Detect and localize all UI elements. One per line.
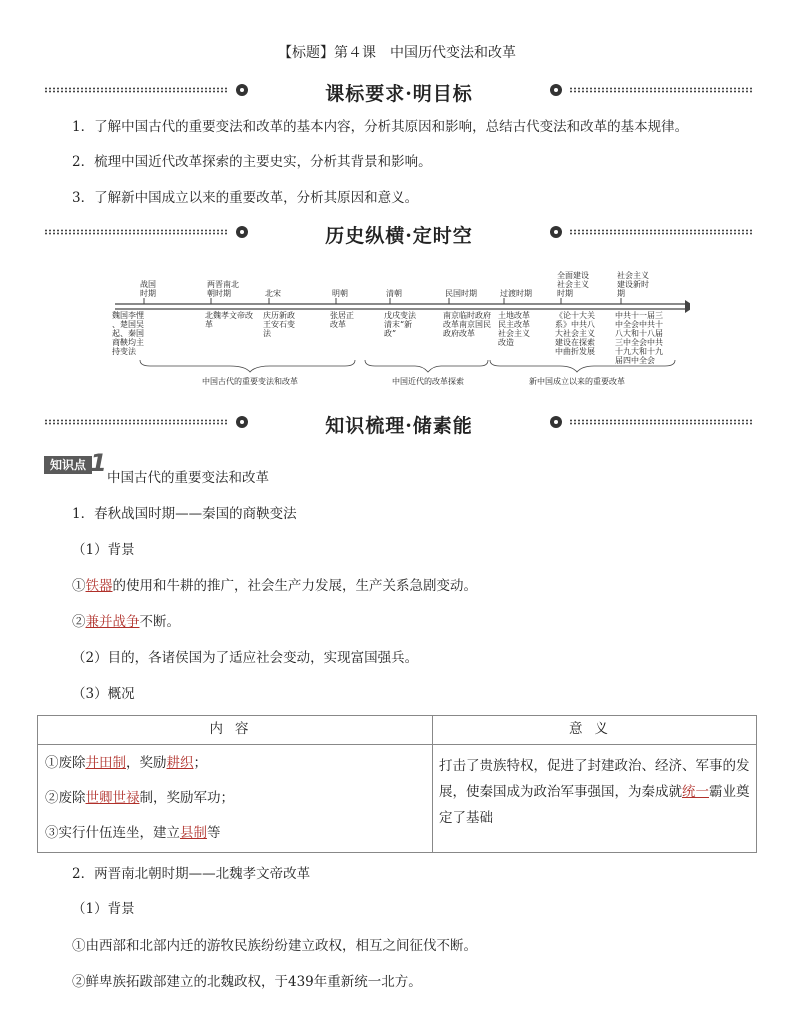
- timeline-event: 《论十大关系》中共八大社会主义建设在探索中曲折发展: [555, 311, 595, 356]
- keyword: 兼并战争: [85, 614, 140, 630]
- background-point: ②兼并战争不断。: [72, 614, 180, 630]
- timeline-period: 过渡时期: [500, 289, 532, 298]
- timeline-period: 明朝: [332, 289, 348, 298]
- bullet-icon: [550, 416, 562, 428]
- timeline-period: 民国时期: [445, 289, 477, 298]
- timeline-event: 魏国李悝、楚国吴起、秦国商鞅均主持变法: [112, 311, 144, 356]
- dotted-rule: [569, 87, 754, 93]
- document-title: 【标题】第４课 中国历代变法和改革: [278, 45, 516, 61]
- background-point: ②鲜卑族拓跋部建立的北魏政权，于439年重新统一北方。: [72, 974, 422, 990]
- timeline-event: 北魏孝文帝改革: [205, 311, 253, 329]
- dotted-rule: [569, 229, 754, 235]
- section-title: 历史纵横·定时空: [325, 225, 473, 247]
- section-header-knowledge: [44, 411, 754, 437]
- item-heading: 1．春秋战国时期——秦国的商鞅变法: [72, 506, 297, 522]
- keyword: 铁器: [85, 578, 113, 594]
- subheading: （1）背景: [72, 901, 135, 917]
- content-row: ③实行什伍连坐，建立县制等: [45, 825, 221, 841]
- knowledge-title: 中国古代的重要变法和改革: [107, 470, 269, 486]
- subheading: （3）概况: [72, 686, 135, 702]
- timeline-event: 中共十一届三中全会中共十八大和十八届三中全会中共十九大和十九届四中全会: [615, 311, 663, 365]
- timeline-event: 张居正改革: [330, 311, 354, 329]
- bracket-label: 中国近代的改革探索: [392, 377, 464, 386]
- badge-label: 知识点: [44, 456, 92, 474]
- section-header-objectives: [44, 79, 754, 105]
- bullet-icon: [550, 226, 562, 238]
- bullet-icon: [550, 84, 562, 96]
- timeline-event: 庆历新政王安石变法: [263, 311, 295, 338]
- timeline-period: 清朝: [386, 289, 402, 298]
- background-point: ①铁器的使用和牛耕的推广，社会生产力发展，生产关系急剧变动。: [72, 578, 477, 594]
- goal-text: （2）目的，各诸侯国为了适应社会变动，实现富国强兵。: [72, 650, 419, 666]
- objective-item: 2．梳理中国近代改革探索的主要史实，分析其背景和影响。: [72, 154, 432, 170]
- timeline-period: 全面建设社会主义时期: [557, 271, 589, 298]
- background-point: ①由西部和北部内迁的游牧民族纷纷建立政权，相互之间征伐不断。: [72, 938, 477, 954]
- timeline-period: 战国时期: [140, 280, 156, 298]
- timeline-event: 南京临时政府改革南京国民政府改革: [443, 311, 491, 338]
- section-title: 课标要求·明目标: [325, 83, 473, 105]
- content-row: ②废除世卿世禄制，奖励军功；: [45, 790, 234, 806]
- section-header-timeline: [44, 221, 754, 247]
- dotted-rule: [569, 419, 754, 425]
- timeline-event: 土地改革民主改革社会主义改造: [498, 311, 530, 347]
- history-timeline: [110, 262, 690, 392]
- objective-item: 3．了解新中国成立以来的重要改革，分析其原因和意义。: [72, 190, 419, 206]
- timeline-period: 两晋南北朝时期: [207, 280, 239, 298]
- knowledge-point-badge: [44, 449, 107, 477]
- bracket-label: 中国古代的重要变法和改革: [202, 377, 298, 386]
- timeline-period: 社会主义建设新时期: [617, 271, 649, 298]
- table-header: 内容: [38, 716, 433, 745]
- content-row: ①废除井田制，奖励耕织；: [45, 755, 207, 771]
- timeline-event: 戊戌变法清末“新政”: [384, 311, 416, 338]
- objective-item: 1．了解中国古代的重要变法和改革的基本内容，分析其原因和影响，总结古代变法和改革的基本规律。: [72, 119, 689, 135]
- badge-number: 1: [90, 449, 107, 477]
- item-heading: 2．两晋南北朝时期——北魏孝文帝改革: [72, 866, 311, 882]
- reform-table: [37, 715, 757, 853]
- table-header: 意义: [433, 716, 757, 745]
- bracket: [365, 360, 488, 372]
- table-cell-content: [38, 745, 433, 853]
- timeline-period: 北宋: [265, 289, 281, 298]
- arrow-icon: [685, 300, 690, 313]
- table-cell-meaning: 打击了贵族特权，促进了封建政治、经济、军事的发展，使秦国成为政治军事强国，为秦成就统一霸业奠定了基础: [433, 745, 757, 853]
- section-title: 知识梳理·储素能: [325, 415, 473, 437]
- bracket: [140, 360, 355, 372]
- subheading: （1）背景: [72, 542, 135, 558]
- bracket-label: 新中国成立以来的重要改革: [529, 377, 625, 386]
